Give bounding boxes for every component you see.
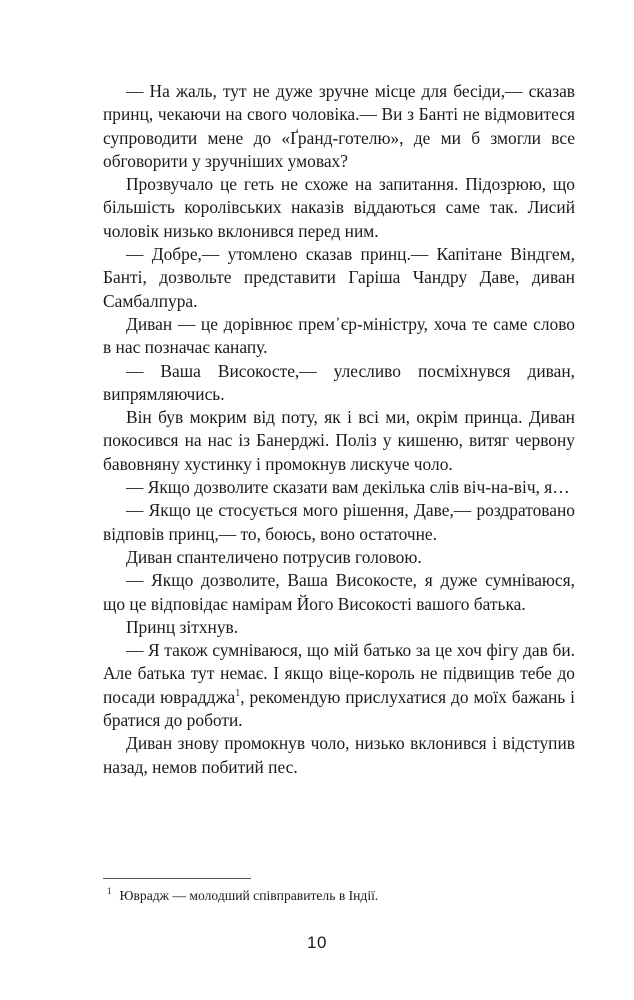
paragraph: — На жаль, тут не дуже зручне місце для бесіди,— сказав принц, чекаючи на свого чоловіка.— Ви з Банті не відмовитеся супроводити мене до «Ґранд-готелю», де ми б змогли все обговорити у зручніших умовах? — [103, 81, 575, 171]
paragraph: — Ваша Високосте,— улесливо посміхнувся диван, випрямляючись. — [103, 360, 575, 404]
paragraph: — Якщо це стосується мого рішення, Даве,— роздратовано відповів принц,— то, боюсь, воно остаточне. — [103, 500, 575, 544]
paragraph: Прозвучало це геть не схоже на запитання. Підозрюю, що більшість королівських наказів віддаються саме так. Лисий чоловік низько вклонився перед ним. — [103, 174, 575, 241]
footnote-text: Юврадж — молодший співправитель в Індії. — [119, 888, 379, 903]
paragraph: — Якщо дозволите сказати вам декілька слів віч-на-віч, я… — [126, 477, 570, 498]
paragraph: Диван спантеличено потрусив головою. — [126, 546, 422, 567]
paragraph: Диван знову промокнув чоло, низько вклонився і відступив назад, немов побитий пес. — [103, 733, 575, 777]
footnote-mark: 1 — [107, 886, 112, 897]
footnote — [103, 887, 575, 904]
paragraph: Принц зітхнув. — [126, 616, 239, 637]
footnote-reference[interactable]: 1 — [235, 687, 241, 699]
paragraph-text-before-ref: — Я також сумніваюся, що мій батько за це хоч фігу дав би. Але батька тут немає. І якщо віце-король не підвищив тебе до посади юврадджа — [103, 640, 575, 707]
paragraph: Диван — це дорівнює прем᾽єр-міністру, хоча те саме слово в нас позначає канапу. — [103, 313, 575, 358]
footnote-divider — [103, 878, 251, 879]
paragraph: Він був мокрим від поту, як і всі ми, окрім принца. Диван покосився на нас із Банерджі. Поліз у кишеню, витяг червону бавовняну хустинку і промокнув лискуче чоло. — [103, 407, 575, 474]
paragraph: — Якщо дозволите, Ваша Високосте, я дуже сумніваюся, що це відповідає намірам Його Високості вашого батька. — [103, 570, 575, 614]
paragraph: — Добре,— утомлено сказав принц.— Капітане Віндгем, Банті, дозвольте представити Гаріша Чандру Даве, диван Самбалпура. — [103, 244, 575, 311]
page-number: 10 — [307, 933, 327, 952]
paragraph-text-after-ref: , рекомендую прислухатися до моїх бажань і братися до роботи. — [103, 686, 576, 731]
body-text — [103, 80, 575, 779]
paragraph — [103, 639, 575, 732]
